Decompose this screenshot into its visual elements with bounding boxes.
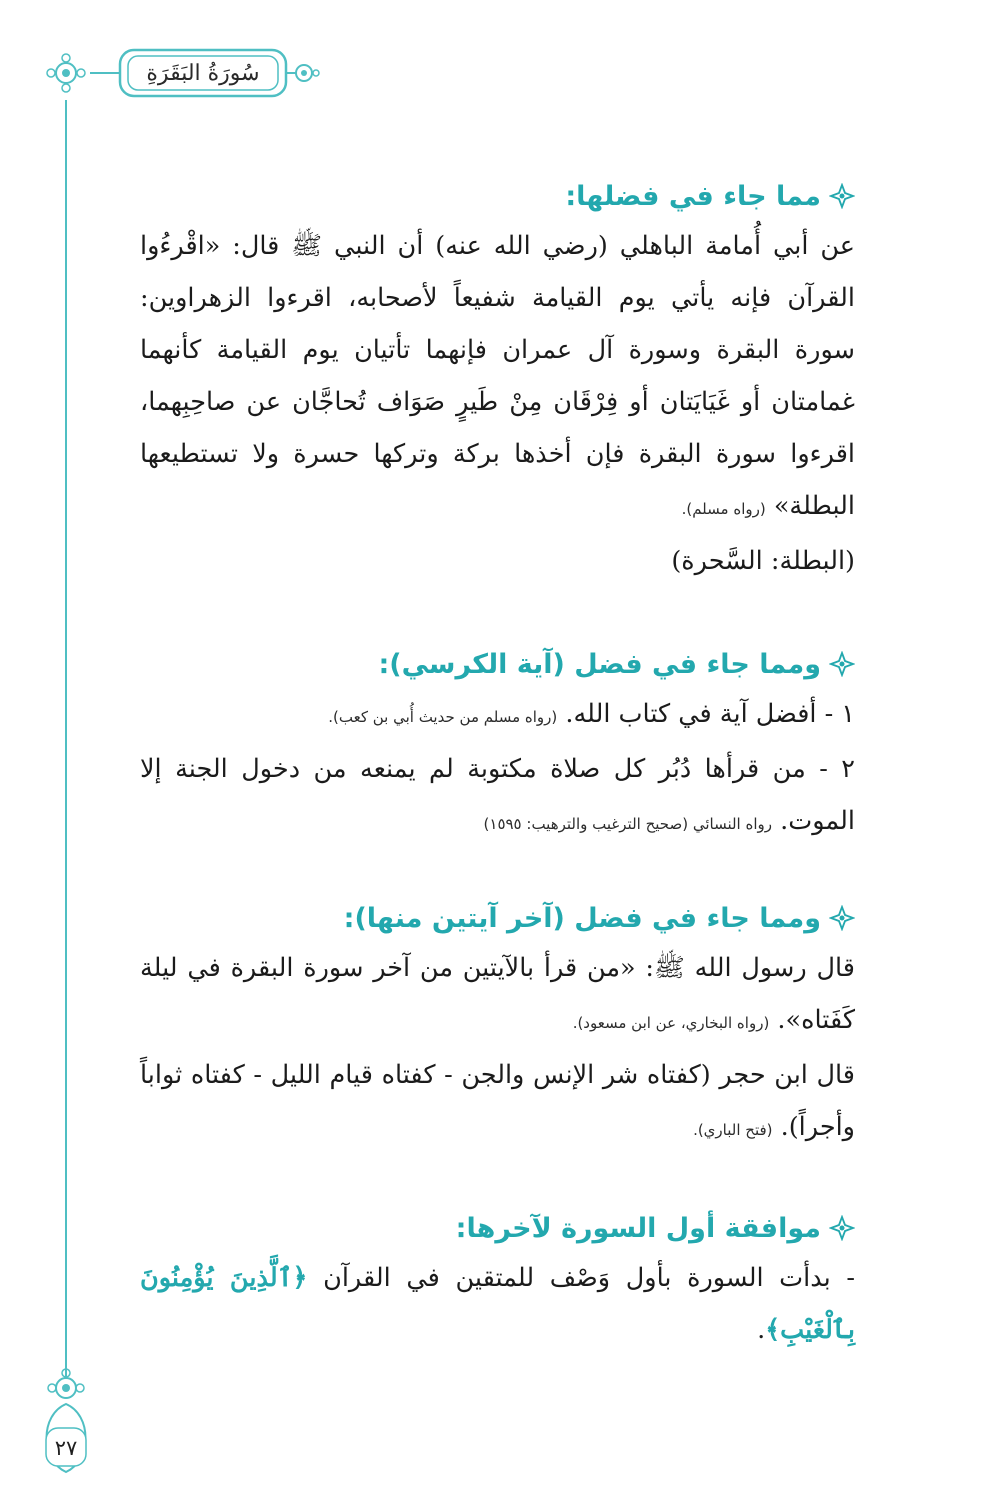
flower-ornament-icon	[829, 1215, 855, 1241]
section-heading-text: مما جاء في فضلها:	[565, 180, 821, 212]
source-reference: (فتح الباري).	[693, 1121, 773, 1139]
glossary-note: (البطلة: السَّحرة)	[671, 546, 855, 576]
section-heading-text: ومما جاء في فضل (آية الكرسي):	[378, 648, 821, 680]
section-virtues	[140, 172, 855, 587]
commentary-text: قال ابن حجر (كفتاه شر الإنس والجن - كفتاه قيام الليل - كفتاه ثواباً وأجراً).	[140, 1060, 855, 1142]
section-heading	[140, 640, 855, 688]
section-beginning-end	[140, 1204, 855, 1356]
source-reference: (رواه مسلم).	[681, 500, 766, 518]
list-item	[140, 743, 855, 850]
body-text: - بدأت السورة بأول وَصْف للمتقين في القرآن	[323, 1263, 856, 1293]
hadith-paragraph	[140, 942, 855, 1049]
source-reference: (رواه البخاري، عن ابن مسعود).	[572, 1014, 770, 1032]
hadith-text: عن أبي أُمامة الباهلي (رضي الله عنه) أن النبي ﷺ قال: «اقْرءُوا القرآن فإنه يأتي يوم القيامة شفيعاً لأصحابه، اقرءوا الزهراوين: سورة البقرة وسورة آل عمران فإنهما تأتيان يوم القيامة كأنهما غمامتان أو غَيَايَتان أو فِرْقَان مِنْ طَيرٍ صَوَاف تُحاجَّان عن صاحِبِهما، اقرءوا سورة البقرة فإن أخذها بركة وتركها حسرة ولا تستطيعها البطلة»	[140, 231, 856, 521]
surah-title: سُورَةُ البَقَرَةِ	[146, 60, 260, 86]
section-heading-text: موافقة أول السورة لآخرها:	[455, 1212, 821, 1244]
flower-ornament-icon	[829, 183, 855, 209]
section-heading-text: ومما جاء في فضل (آخر آيتين منها):	[343, 902, 821, 934]
list-item	[140, 688, 855, 743]
flower-ornament-icon	[829, 651, 855, 677]
corner-ornament-icon	[47, 54, 85, 92]
source-reference: رواه النسائي (صحيح الترغيب والترهيب: ١٥٩٥)	[483, 815, 772, 833]
rule-end-ornament-icon	[296, 65, 319, 81]
section-heading	[140, 172, 855, 220]
section-last-two-ayat	[140, 894, 855, 1156]
section-heading	[140, 894, 855, 942]
section-heading	[140, 1204, 855, 1252]
page-number: ٢٧	[54, 1436, 78, 1460]
hadith-paragraph	[140, 220, 855, 535]
flower-ornament-icon	[829, 905, 855, 931]
list-item-text: ٢ - من قرأها دُبُر كل صلاة مكتوبة لم يمنعه من دخول الجنة إلا الموت.	[140, 754, 855, 836]
commentary-paragraph	[140, 1049, 855, 1156]
end-punctuation: .	[757, 1315, 766, 1345]
body-paragraph	[140, 1252, 855, 1356]
hadith-text: قال رسول الله ﷺ: «من قرأ بالآيتين من آخر سورة البقرة في ليلة كَفَتاه».	[140, 953, 855, 1035]
source-reference: (رواه مسلم من حديث أُبي بن كعب).	[328, 708, 558, 726]
section-ayat-alkursi	[140, 640, 855, 850]
quran-verse: ﴿ٱلَّذِينَ يُؤْمِنُونَ بِٱلْغَيْبِ﴾	[140, 1263, 855, 1345]
list-item-text: ١ - أفضل آية في كتاب الله.	[565, 699, 855, 729]
